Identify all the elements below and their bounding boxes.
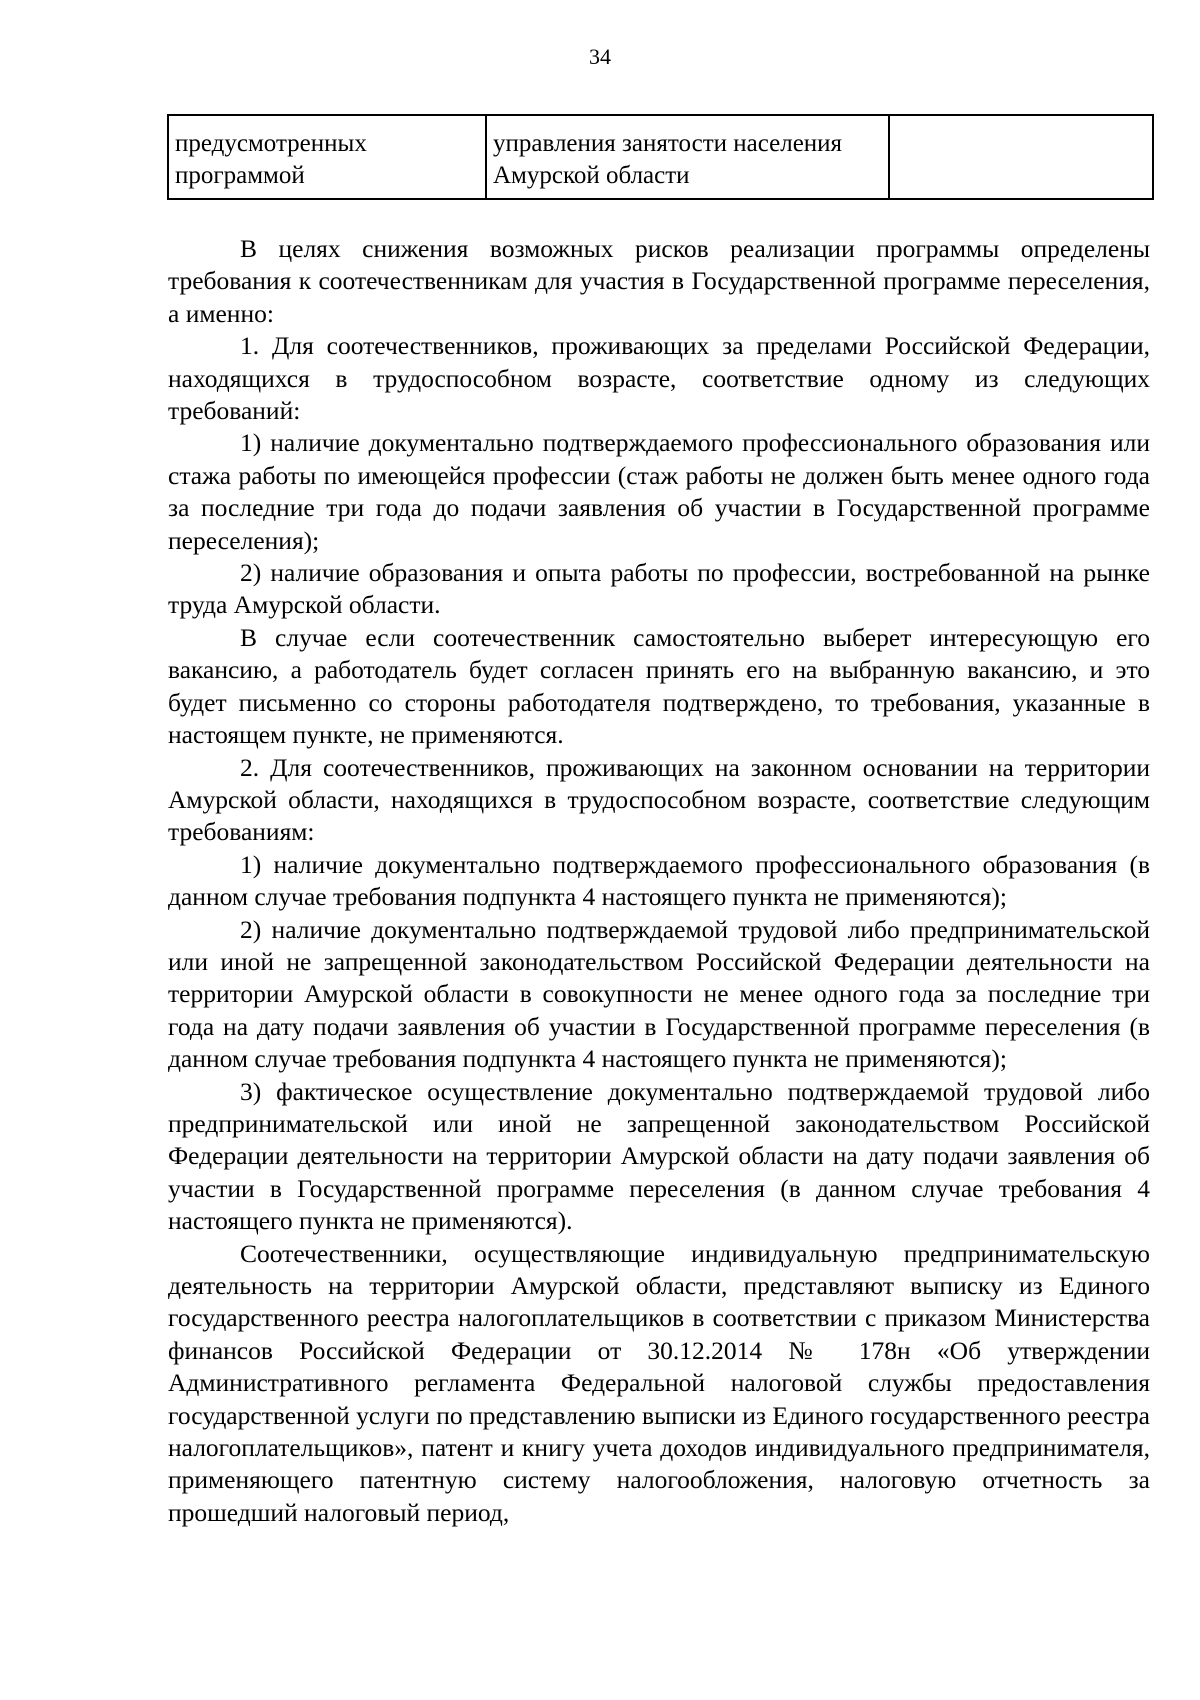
paragraph-item-1: 1. Для соотечественников, проживающих за пределами Российской Федерации, находящихся в трудоспособном возрасте, соответствие одному из следующих требований:: [168, 331, 1150, 426]
body-text: [168, 233, 1150, 1529]
page-number: 34: [589, 44, 611, 69]
table-cell: предусмотренных программой: [168, 115, 486, 199]
table-cell: [889, 115, 1153, 199]
continuation-table: [167, 114, 1154, 200]
table-row: [168, 115, 1153, 199]
paragraph-item-1-1: 1) наличие документально подтверждаемого профессионального образования или стажа работы по имеющейся профессии (стаж работы не должен быть менее одного года за последние три года до подачи заявления об участии в Государственной программе переселения);: [168, 428, 1150, 555]
paragraph-item-1-2: 2) наличие образования и опыта работы по профессии, востребованной на рынке труда Амурской области.: [168, 558, 1150, 620]
paragraph-entrepreneurs: Соотечественники, осуществляющие индивидуальную предпринимательскую деятельность на территории Амурской области, представляют выписку из Единого государственного реестра налогоплательщиков в соответствии с приказом Министерства финансов Российской Федерации от 30.12.2014 № 178н «Об утверждении Административного регламента Федеральной налоговой службы предоставления государственной услуги по представлению выписки из Единого государственного реестра налогоплательщиков», патент и книгу учета доходов индивидуального предпринимателя, применяющего патентную систему налогообложения, налоговую отчетность за прошедший налоговый период,: [168, 1238, 1150, 1527]
paragraph-item-2-3: 3) фактическое осуществление документально подтверждаемой трудовой либо предпринимательской или иной не запрещенной законодательством Российской Федерации деятельности на территории Амурской области на дату подачи заявления об участии в Государственной программе переселения (в данном случае требования 4 настоящего пункта не применяются).: [168, 1076, 1150, 1236]
table-cell: управления занятости населения Амурской области: [486, 115, 889, 199]
paragraph-intro: В целях снижения возможных рисков реализации программы определены требования к соотечественникам для участия в Государственной программе переселения, а именно:: [168, 234, 1150, 328]
paragraph-vacancy-exception: В случае если соотечественник самостоятельно выберет интересующую его вакансию, а работодатель будет согласен принять его на выбранную вакансию, и это будет письменно со стороны работодателя подтверждено, то требования, указанные в настоящем пункте, не применяются.: [168, 622, 1150, 750]
paragraph-item-2-1: 1) наличие документально подтверждаемого профессионального образования (в данном случае требования подпункта 4 настоящего пункта не применяются);: [168, 849, 1150, 912]
paragraph-item-2-2: 2) наличие документально подтверждаемой трудовой либо предпринимательской или иной не запрещенной законодательством Российской Федерации деятельности на территории Амурской области в совокупности не менее одного года за последние три года на дату подачи заявления об участии в Государственной программе переселения (в данном случае требования подпункта 4 настоящего пункта не применяются);: [168, 914, 1150, 1074]
paragraph-item-2: 2. Для соотечественников, проживающих на законном основании на территории Амурской области, находящихся в трудоспособном возрасте, соответствие следующим требованиям:: [168, 752, 1150, 847]
